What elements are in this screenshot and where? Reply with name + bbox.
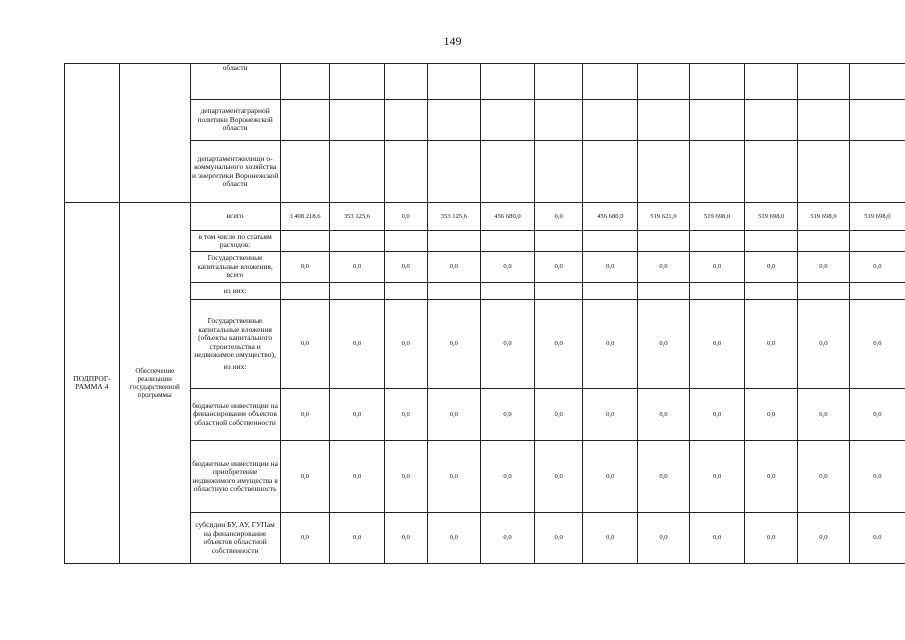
table-row [65, 513, 905, 564]
table-row [65, 441, 905, 513]
value-cell [583, 100, 638, 141]
value-cell [798, 64, 850, 100]
value-cell: 0,0 [384, 300, 427, 389]
value-cell: 0,0 [330, 389, 385, 441]
value-cell [849, 231, 905, 252]
value-cell: 0,0 [638, 441, 690, 513]
subprogram-code-cell [65, 64, 120, 203]
subprogram-code: ПОДПРОГ- РАММА 4 [65, 203, 120, 564]
value-cell [689, 141, 745, 203]
value-cell [689, 283, 745, 300]
value-cell [534, 231, 583, 252]
value-cell: 0,0 [534, 389, 583, 441]
value-cell: 0,0 [427, 513, 481, 564]
value-cell [583, 64, 638, 100]
value-cell: 0,0 [481, 513, 535, 564]
value-cell [384, 231, 427, 252]
value-cell: 0,0 [798, 441, 850, 513]
value-cell: 0,0 [745, 252, 798, 283]
table-row [65, 64, 905, 100]
value-cell: 0,0 [583, 389, 638, 441]
value-cell: 0,0 [481, 389, 535, 441]
value-cell: 0,0 [583, 300, 638, 389]
value-cell: 0,0 [280, 389, 330, 441]
value-cell [280, 283, 330, 300]
value-cell [534, 100, 583, 141]
value-cell [481, 141, 535, 203]
value-cell: 0,0 [849, 252, 905, 283]
row-label-text: Государственные капитальные вложения (объекты капитального строительства и недвижимое имущество), [194, 316, 276, 359]
value-cell [384, 64, 427, 100]
value-cell [330, 100, 385, 141]
value-cell: 0,0 [583, 513, 638, 564]
value-cell: 519 698,0 [689, 203, 745, 231]
value-cell [330, 141, 385, 203]
value-cell [798, 231, 850, 252]
value-cell: 0,0 [384, 389, 427, 441]
value-cell: 0,0 [534, 300, 583, 389]
value-cell [330, 64, 385, 100]
value-cell [745, 231, 798, 252]
value-cell: 0,0 [689, 513, 745, 564]
value-cell: 0,0 [798, 389, 850, 441]
value-cell: 0,0 [427, 441, 481, 513]
value-cell: 0,0 [427, 300, 481, 389]
table-row [65, 141, 905, 203]
value-cell: 519 698,0 [745, 203, 798, 231]
value-cell: 0,0 [427, 389, 481, 441]
value-cell: 0,0 [689, 300, 745, 389]
value-cell [481, 100, 535, 141]
value-cell: 0,0 [638, 252, 690, 283]
value-cell [280, 141, 330, 203]
value-cell [534, 141, 583, 203]
value-cell [384, 141, 427, 203]
value-cell: 0,0 [798, 513, 850, 564]
value-cell: 3 408 218,6 [280, 203, 330, 231]
subprogram-name: Обеспечение реализации государственной программы [119, 203, 190, 564]
value-cell: 0,0 [583, 441, 638, 513]
value-cell [745, 100, 798, 141]
value-cell [481, 64, 535, 100]
value-cell: 0,0 [330, 441, 385, 513]
value-cell: 0,0 [280, 252, 330, 283]
value-cell: 353 125,6 [330, 203, 385, 231]
value-cell: 0,0 [583, 252, 638, 283]
row-label: бюджетные инвестиции на финансирование объектов областной собственности [190, 389, 280, 441]
value-cell [638, 100, 690, 141]
value-cell [798, 100, 850, 141]
value-cell [689, 231, 745, 252]
value-cell [798, 141, 850, 203]
value-cell [427, 64, 481, 100]
table-row [65, 300, 905, 389]
value-cell [849, 100, 905, 141]
value-cell: 0,0 [849, 389, 905, 441]
value-cell: 0,0 [330, 513, 385, 564]
value-cell: 0,0 [745, 513, 798, 564]
row-label: департаментжилищн о-коммунального хозяйства и энергетики Воронежской области [190, 141, 280, 203]
value-cell [534, 283, 583, 300]
value-cell [280, 64, 330, 100]
table-row [65, 252, 905, 283]
value-cell [849, 141, 905, 203]
value-cell: 0,0 [638, 513, 690, 564]
value-cell: 0,0 [481, 441, 535, 513]
value-cell [638, 231, 690, 252]
value-cell: 0,0 [638, 389, 690, 441]
value-cell: 0,0 [849, 513, 905, 564]
value-cell [745, 64, 798, 100]
value-cell: 0,0 [280, 441, 330, 513]
value-cell [638, 141, 690, 203]
table-row [65, 283, 905, 300]
value-cell: 0,0 [849, 441, 905, 513]
value-cell [689, 100, 745, 141]
row-label: из них: [190, 283, 280, 300]
value-cell [330, 231, 385, 252]
page-number: 149 [443, 34, 462, 48]
value-cell: 0,0 [745, 389, 798, 441]
table-row [65, 203, 905, 231]
value-cell: 0,0 [689, 389, 745, 441]
value-cell: 353 125,6 [427, 203, 481, 231]
row-label [190, 300, 280, 389]
value-cell [534, 64, 583, 100]
row-label: области [190, 64, 280, 100]
row-label: субсидии БУ, АУ, ГУПам на финансирование объектов областной собственности [190, 513, 280, 564]
value-cell: 519 698,0 [849, 203, 905, 231]
budget-table [64, 63, 905, 564]
value-cell: 519 621,0 [638, 203, 690, 231]
value-cell: 0,0 [280, 513, 330, 564]
value-cell: 0,0 [689, 252, 745, 283]
row-label: департаментаграрной политики Воронежской области [190, 100, 280, 141]
value-cell [638, 64, 690, 100]
table-row [65, 389, 905, 441]
value-cell: 0,0 [330, 252, 385, 283]
value-cell [798, 283, 850, 300]
value-cell: 0,0 [280, 300, 330, 389]
value-cell: 456 680,0 [583, 203, 638, 231]
value-cell: 0,0 [849, 300, 905, 389]
row-label: Государственные капитальные вложения, всего [190, 252, 280, 283]
row-sublabel-text: из них: [223, 361, 247, 371]
value-cell: 0,0 [330, 300, 385, 389]
value-cell: 0,0 [689, 441, 745, 513]
value-cell [481, 231, 535, 252]
table-row [65, 231, 905, 252]
value-cell: 0,0 [481, 300, 535, 389]
value-cell: 0,0 [384, 513, 427, 564]
value-cell [583, 231, 638, 252]
row-label: в том числе по статьям расходов: [190, 231, 280, 252]
value-cell: 0,0 [481, 252, 535, 283]
value-cell: 519 698,0 [798, 203, 850, 231]
value-cell [689, 64, 745, 100]
value-cell [427, 283, 481, 300]
table-row [65, 100, 905, 141]
value-cell: 0,0 [427, 252, 481, 283]
value-cell: 0,0 [534, 203, 583, 231]
value-cell: 0,0 [384, 252, 427, 283]
value-cell [849, 283, 905, 300]
value-cell: 0,0 [745, 300, 798, 389]
value-cell [384, 100, 427, 141]
value-cell [849, 64, 905, 100]
row-label: всего [190, 203, 280, 231]
value-cell [638, 283, 690, 300]
value-cell: 0,0 [384, 203, 427, 231]
value-cell [745, 141, 798, 203]
value-cell: 0,0 [534, 513, 583, 564]
subprogram-name-cell [119, 64, 190, 203]
value-cell [280, 231, 330, 252]
row-label: бюджетные инвестиции на приобретение недвижимого имущества в областную собственность [190, 441, 280, 513]
value-cell [745, 283, 798, 300]
value-cell: 0,0 [798, 300, 850, 389]
value-cell [427, 231, 481, 252]
value-cell [427, 141, 481, 203]
value-cell [427, 100, 481, 141]
value-cell [330, 283, 385, 300]
value-cell [280, 100, 330, 141]
value-cell [583, 141, 638, 203]
value-cell [481, 283, 535, 300]
value-cell: 0,0 [384, 441, 427, 513]
value-cell: 456 680,0 [481, 203, 535, 231]
value-cell: 0,0 [638, 300, 690, 389]
value-cell: 0,0 [798, 252, 850, 283]
value-cell: 0,0 [745, 441, 798, 513]
value-cell: 0,0 [534, 252, 583, 283]
value-cell [384, 283, 427, 300]
value-cell [583, 283, 638, 300]
value-cell: 0,0 [534, 441, 583, 513]
